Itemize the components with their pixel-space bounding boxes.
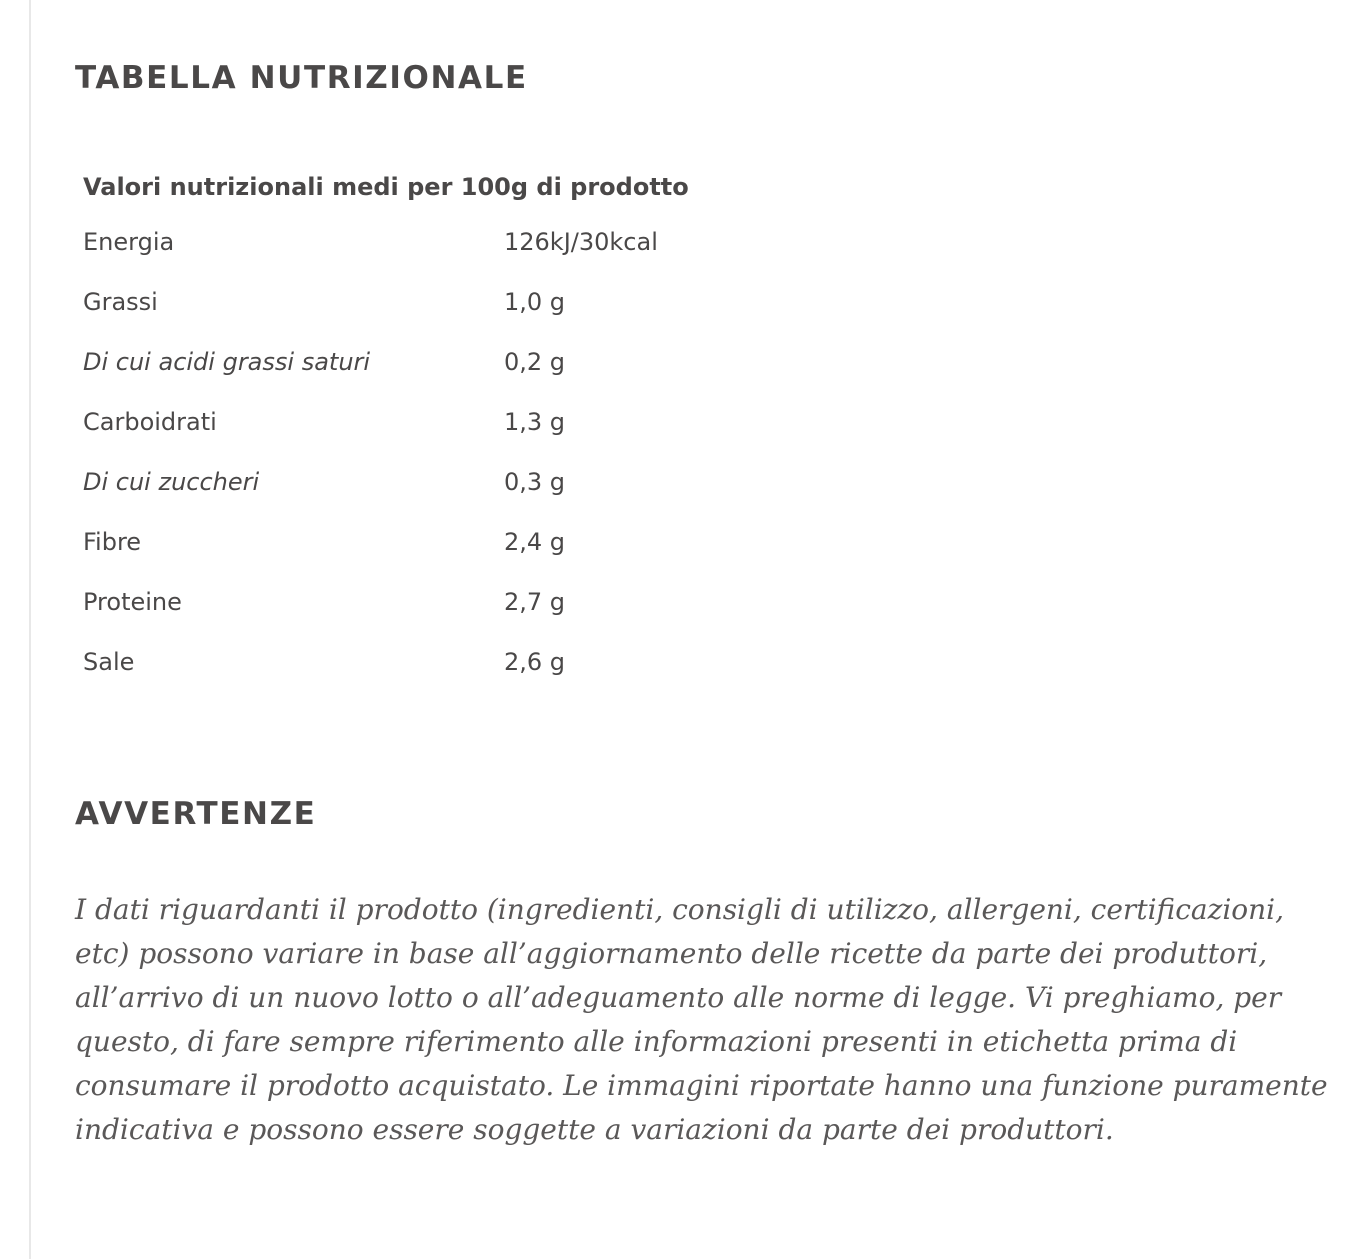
nutrient-value: 1,3 g [504,408,566,436]
table-row [83,272,689,332]
nutrient-value: 1,0 g [504,288,566,316]
nutrient-value: 2,7 g [504,588,566,616]
table-row [83,632,689,692]
nutrient-value: 126kJ/30kcal [504,228,658,256]
table-row [83,392,689,452]
warnings-text: I dati riguardanti il prodotto (ingredienti, consigli di utilizzo, allergeni, certificazioni, etc) possono variare in base all’aggiornamento delle ricette da parte dei produttori, all’arrivo di un nuovo lotto o all’adeguamento alle norme di legge. Vi preghiamo, per questo, di fare sempre riferimento alle informazioni presenti in etichetta prima di consumare il prodotto acquistato. Le immagini riportate hanno una funzione puramente indicativa e possono essere soggette a variazioni da parte dei produttori. [75,893,1328,1146]
table-row [83,572,689,632]
nutrient-value: 2,6 g [504,648,566,676]
nutrition-table [83,162,689,692]
nutrient-label: Fibre [83,528,142,556]
nutrition-table-header-row [83,162,689,212]
nutrient-label: Grassi [83,288,158,316]
nutrient-value: 0,3 g [504,468,566,496]
nutrient-label: Di cui zuccheri [83,468,260,496]
nutrient-label: Carboidrati [83,408,217,436]
table-row [83,512,689,572]
table-row [83,452,689,512]
nutrient-label: Energia [83,228,175,256]
nutrient-label: Di cui acidi grassi saturi [83,348,371,376]
table-row [83,332,689,392]
left-divider [29,0,31,1259]
nutrient-value: 2,4 g [504,528,566,556]
nutrition-title: TABELLA NUTRIZIONALE [75,60,528,96]
table-row [83,212,689,272]
nutrient-label: Proteine [83,588,182,616]
nutrition-table-header: Valori nutrizionali medi per 100g di prodotto [83,173,689,201]
nutrient-value: 0,2 g [504,348,566,376]
nutrient-label: Sale [83,648,135,676]
warnings-title: AVVERTENZE [75,796,317,832]
